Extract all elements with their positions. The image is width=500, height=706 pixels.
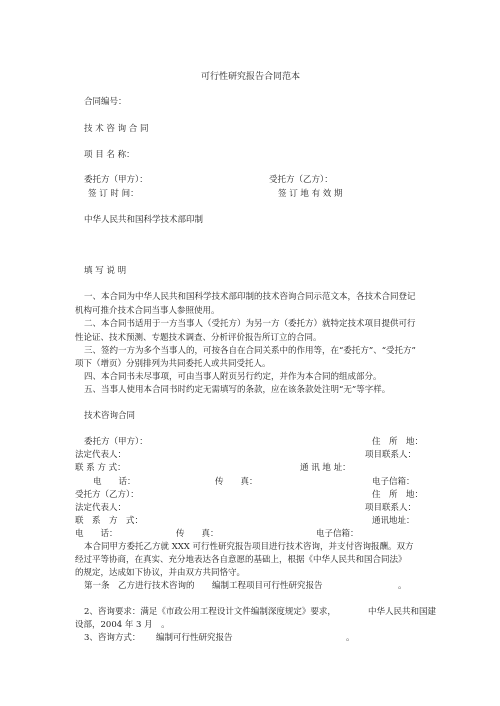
project-name-label: 项 目 名 称： bbox=[84, 150, 135, 160]
contract-heading: 技术咨询合同 bbox=[84, 411, 136, 421]
instruction-line: 五、当事人使用本合同书时约定无需填写的条款，应在该条款处注明“无”等字样。 bbox=[84, 385, 391, 395]
sign-time-label: 签 订 时 间： bbox=[88, 189, 139, 199]
client-party-label: 委托方（甲方）： bbox=[84, 437, 148, 447]
instruction-line: 一、本合同为中华人民共和国科学技术部印制的技术咨询合同示范文本，各技术合同登记 bbox=[84, 292, 416, 302]
instruction-line: 性论证、技术预测、专题技术调查、分析评价报告所订立的合同。 bbox=[75, 333, 322, 343]
consultant-contact-label: 项目联系人： bbox=[365, 503, 417, 513]
consultant-address-label: 住 所 地： bbox=[372, 490, 424, 500]
clause-3-end: 。 bbox=[346, 633, 355, 643]
client-contact-label: 项目联系人： bbox=[365, 450, 417, 460]
instruction-line: 三、签约一方为多个当事人的，可按各自在合同关系中的作用等，在“委托方”、“受托方” bbox=[84, 346, 416, 356]
consultant-party-label: 受托方（乙方）： bbox=[75, 490, 139, 500]
consultant-representative-label: 法定代表人： bbox=[75, 503, 127, 513]
clause-3-label: 3、咨询方式： bbox=[84, 633, 141, 643]
contract-body-line: 本合同甲方委托乙方就 XXX 可行性研究报告项目进行技术咨询，并支付咨询报酬。双方 bbox=[84, 542, 414, 552]
clause-2-line: 2、咨询要求：满足《市政公用工程设计文件编制深度规定》要求， bbox=[84, 607, 336, 617]
client-address-label: 住 所 地： bbox=[372, 437, 424, 447]
client-fax-label: 传 真： bbox=[215, 477, 258, 487]
validity-label: 签 订 地 有 效 期 bbox=[278, 189, 343, 199]
contract-kind: 技 术 咨 询 合 同 bbox=[84, 124, 149, 134]
instruction-line: 项下（增页）分别排列为共同委托人或共同受托人。 bbox=[75, 359, 271, 369]
clause-3-value: 编制可行性研究报告 bbox=[156, 633, 233, 643]
contract-body-line: 的规定，达成如下协议，并由双方共同恪守。 bbox=[75, 568, 246, 578]
clause-2-tail: 中华人民共和国建 bbox=[368, 607, 437, 617]
clause-2-line: 设部，2004 年 3 月 。 bbox=[75, 620, 170, 630]
instruction-line: 二、本合同书适用于一方当事人（受托方）为另一方（委托方）就特定技术项目提供可行 bbox=[84, 319, 416, 329]
clause-1-value: 编制工程项目可行性研究报告 bbox=[212, 581, 323, 591]
client-label: 委托方（甲方）： bbox=[84, 175, 148, 185]
client-contact-method-label: 联 系 方 式： bbox=[75, 463, 126, 473]
consultant-mail-address-label: 通讯地址： bbox=[372, 516, 415, 526]
clause-1-end: 。 bbox=[398, 581, 407, 591]
consultant-contact-method-label: 联 系 方 式： bbox=[75, 516, 144, 526]
contract-number-label: 合同编号： bbox=[84, 97, 127, 107]
client-representative-label: 法定代表人： bbox=[75, 450, 127, 460]
document-title: 可行性研究报告合同范本 bbox=[201, 72, 301, 82]
consultant-fax-label: 传 真： bbox=[176, 529, 219, 539]
clause-1-label: 第一条 乙方进行技术咨询的 bbox=[84, 581, 195, 591]
instructions-heading: 填 写 说 明 bbox=[84, 266, 127, 276]
instruction-line: 机构可推介技术合同当事人参照使用。 bbox=[75, 306, 220, 316]
consultant-phone-label: 电 话： bbox=[75, 529, 118, 539]
instruction-line: 四、本合同书未尽事项，可由当事人附页另行约定，并作为本合同的组成部分。 bbox=[84, 372, 382, 382]
client-mail-address-label: 通 讯 地 址： bbox=[300, 463, 351, 473]
contract-body-line: 经过平等协商，在真实、充分地表达各自意愿的基础上，根据《中华人民共和国合同法》 bbox=[75, 555, 407, 565]
consultant-label: 受托方（乙方）： bbox=[269, 175, 333, 185]
printer-line: 中华人民共和国科学技术部印制 bbox=[84, 215, 204, 225]
client-phone-label: 电 话： bbox=[93, 477, 136, 487]
client-email-label: 电子信箱： bbox=[372, 477, 415, 487]
consultant-email-label: 电子信箱： bbox=[316, 529, 359, 539]
